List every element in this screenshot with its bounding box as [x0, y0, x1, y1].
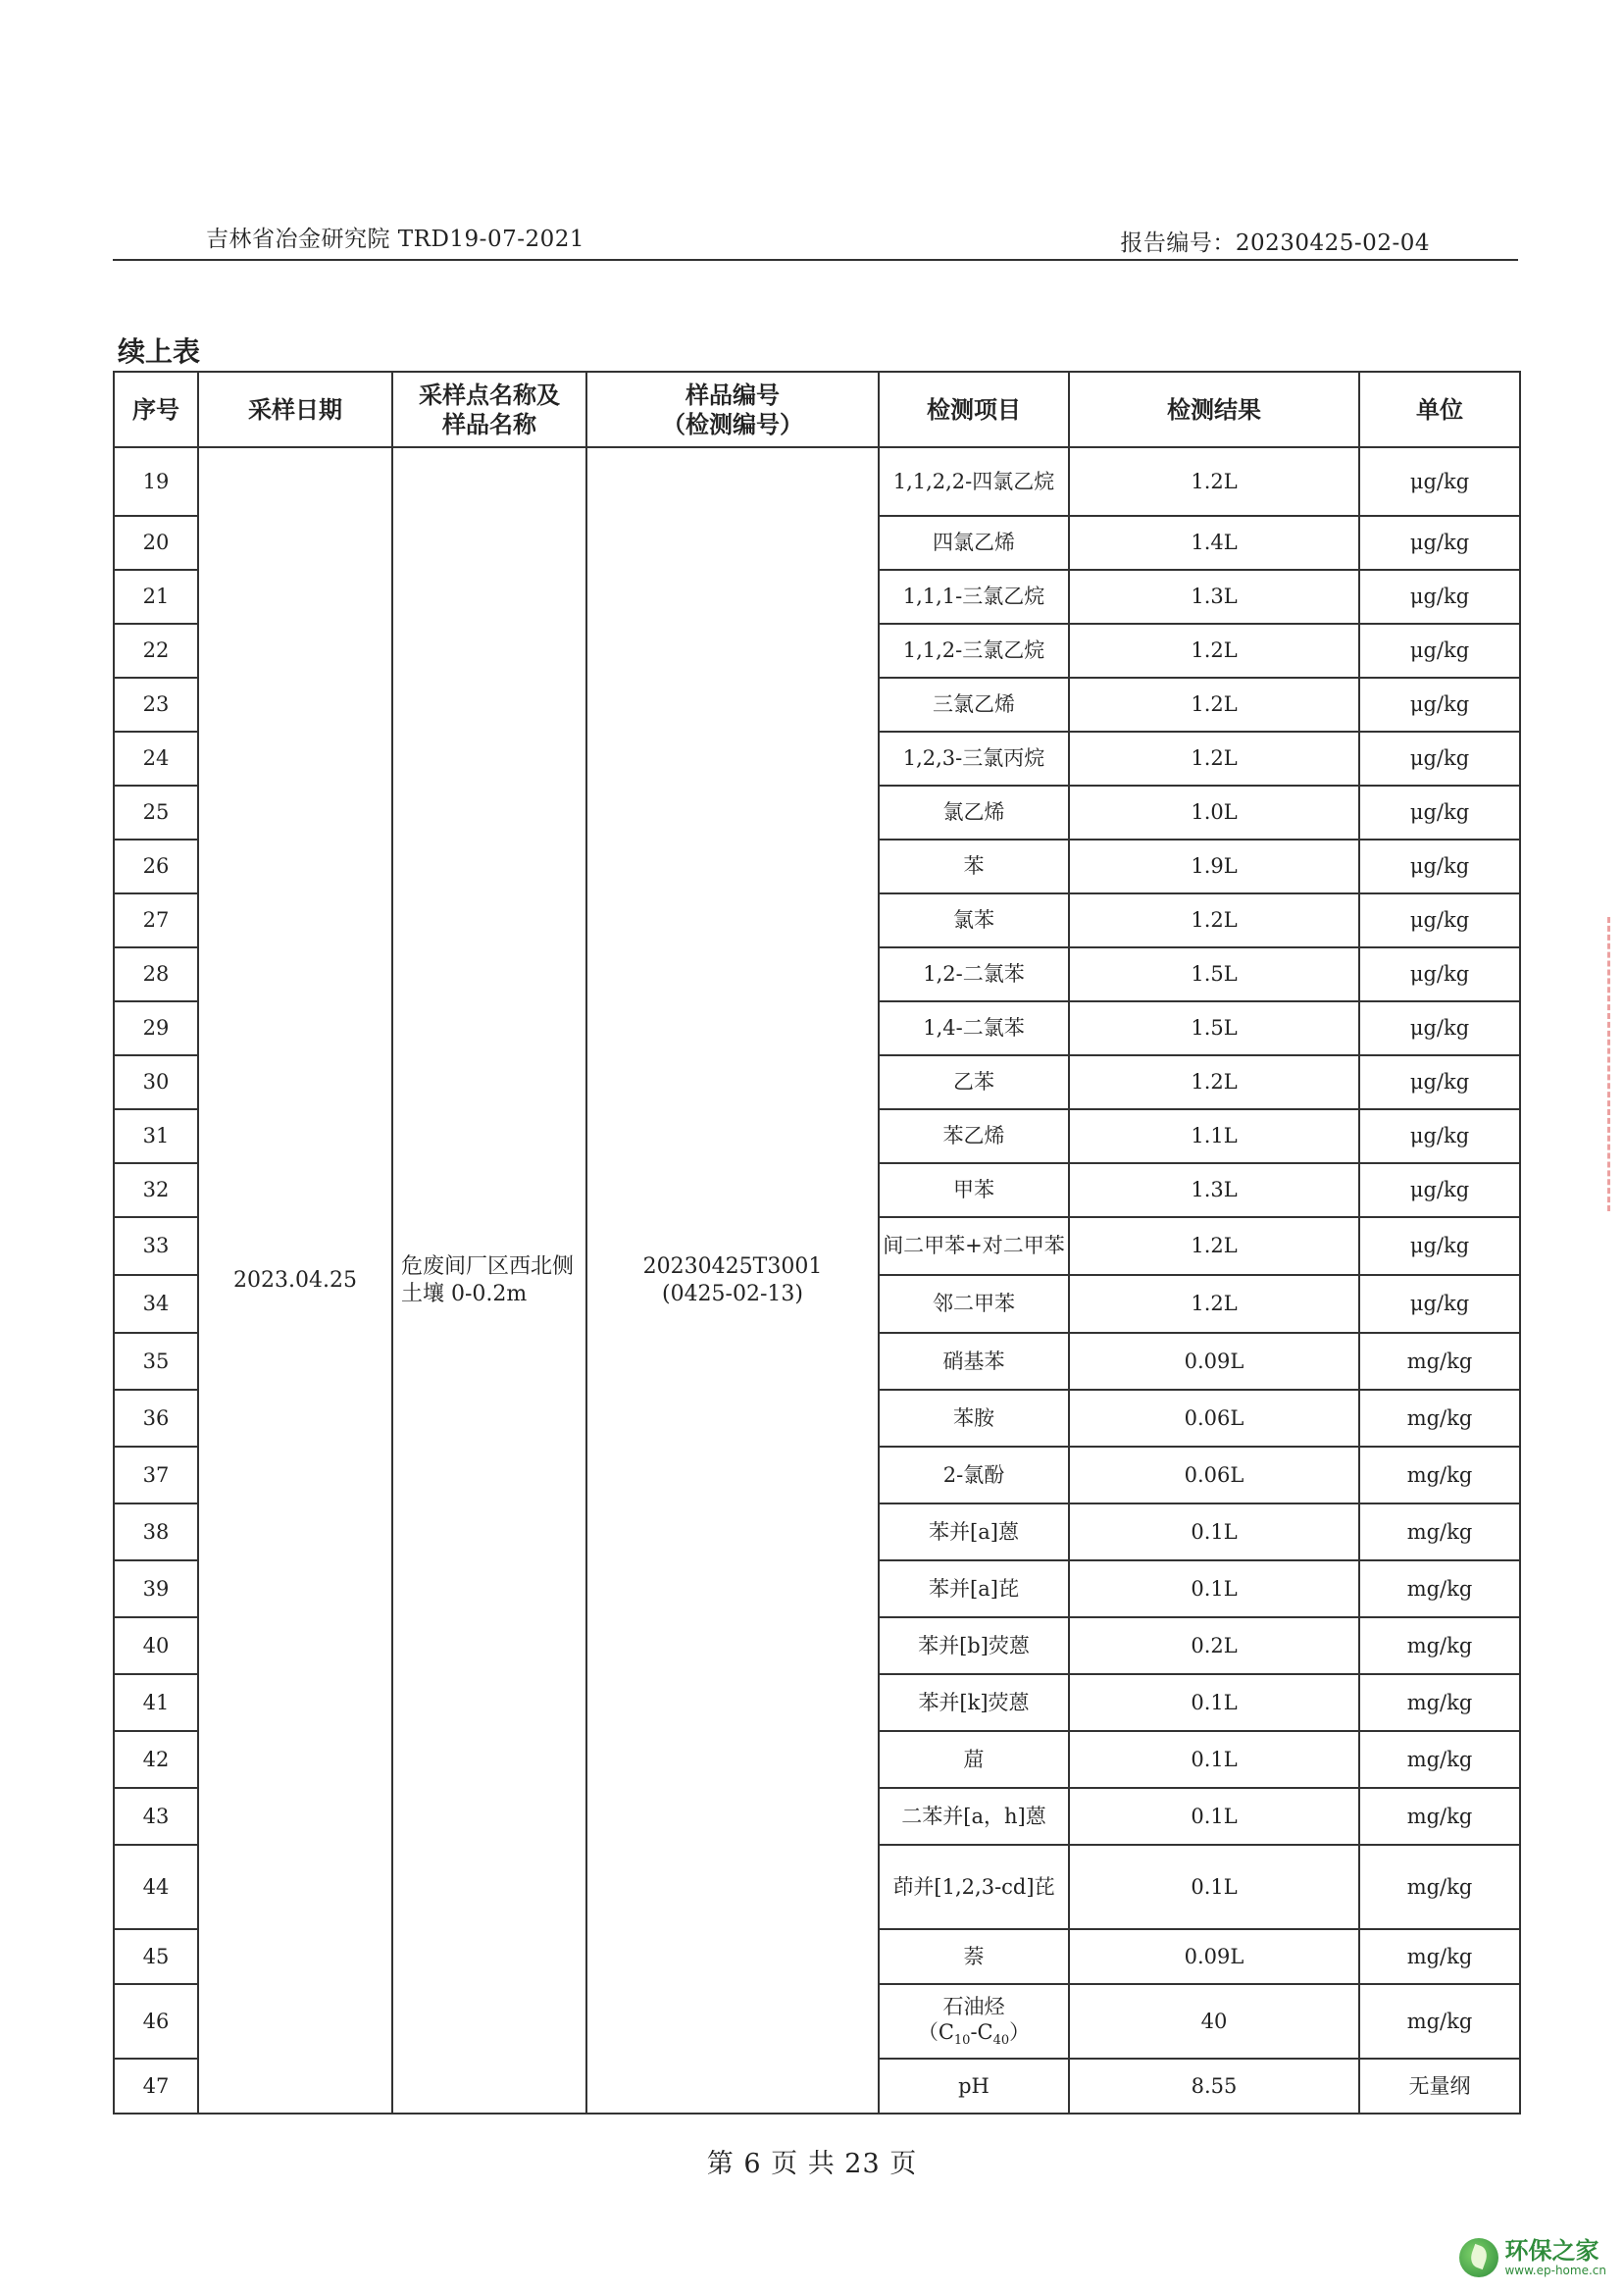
column-header: 采样点名称及 样品名称 — [392, 372, 586, 447]
row-number: 35 — [114, 1333, 198, 1390]
row-number: 30 — [114, 1055, 198, 1109]
test-result: 0.1L — [1069, 1788, 1359, 1845]
row-number: 34 — [114, 1275, 198, 1333]
unit: μg/kg — [1359, 1001, 1520, 1055]
unit: mg/kg — [1359, 1929, 1520, 1984]
unit: mg/kg — [1359, 1984, 1520, 2059]
column-header: 检测结果 — [1069, 372, 1359, 447]
unit: μg/kg — [1359, 516, 1520, 570]
test-result: 1.0L — [1069, 786, 1359, 840]
unit: mg/kg — [1359, 1560, 1520, 1617]
test-item: 甲苯 — [879, 1163, 1069, 1217]
table-body — [114, 447, 1520, 2114]
test-item: 1,1,1-三氯乙烷 — [879, 570, 1069, 624]
test-item: 四氯乙烯 — [879, 516, 1069, 570]
row-number: 47 — [114, 2059, 198, 2114]
test-item: 1,1,2,2-四氯乙烷 — [879, 447, 1069, 516]
sample-id: 20230425T3001 — [642, 1254, 823, 1279]
unit: μg/kg — [1359, 447, 1520, 516]
unit: mg/kg — [1359, 1390, 1520, 1447]
test-item: 三氯乙烯 — [879, 678, 1069, 732]
row-number: 43 — [114, 1788, 198, 1845]
row-number: 42 — [114, 1731, 198, 1788]
test-item: 苯并[a]蒽 — [879, 1503, 1069, 1560]
test-item: 硝基苯 — [879, 1333, 1069, 1390]
table-row — [114, 447, 1520, 516]
test-item: 苯并[k]荧蒽 — [879, 1674, 1069, 1731]
test-result: 1.2L — [1069, 732, 1359, 786]
row-number: 20 — [114, 516, 198, 570]
row-number: 32 — [114, 1163, 198, 1217]
unit: μg/kg — [1359, 570, 1520, 624]
unit: μg/kg — [1359, 624, 1520, 678]
test-result: 1.5L — [1069, 1001, 1359, 1055]
test-result: 1.4L — [1069, 516, 1359, 570]
test-item: 1,2,3-三氯丙烷 — [879, 732, 1069, 786]
test-item: 1,2-二氯苯 — [879, 947, 1069, 1001]
row-number: 26 — [114, 840, 198, 893]
row-number: 27 — [114, 893, 198, 947]
row-number: 19 — [114, 447, 198, 516]
row-number: 36 — [114, 1390, 198, 1447]
test-item: 1,1,2-三氯乙烷 — [879, 624, 1069, 678]
test-result: 0.1L — [1069, 1503, 1359, 1560]
test-result: 1.2L — [1069, 1217, 1359, 1275]
test-result: 1.2L — [1069, 893, 1359, 947]
test-item-name: 石油烃 — [942, 1994, 1005, 2018]
column-header: 样品编号 （检测编号） — [586, 372, 879, 447]
test-result: 1.3L — [1069, 1163, 1359, 1217]
watermark — [1459, 2238, 1606, 2277]
results-table — [113, 371, 1521, 2115]
unit: μg/kg — [1359, 1217, 1520, 1275]
row-number: 37 — [114, 1447, 198, 1503]
continued-table-title: 续上表 — [118, 335, 201, 368]
test-item: 氯乙烯 — [879, 786, 1069, 840]
unit: μg/kg — [1359, 1275, 1520, 1333]
test-item: pH — [879, 2059, 1069, 2114]
row-number: 21 — [114, 570, 198, 624]
leaf-logo-icon — [1459, 2238, 1498, 2277]
test-result: 1.9L — [1069, 840, 1359, 893]
test-result: 1.5L — [1069, 947, 1359, 1001]
test-result: 0.1L — [1069, 1845, 1359, 1929]
row-number: 44 — [114, 1845, 198, 1929]
row-number: 33 — [114, 1217, 198, 1275]
table-header-row — [114, 372, 1520, 447]
unit: μg/kg — [1359, 840, 1520, 893]
test-result: 1.2L — [1069, 1055, 1359, 1109]
unit: μg/kg — [1359, 732, 1520, 786]
unit: mg/kg — [1359, 1333, 1520, 1390]
row-number: 22 — [114, 624, 198, 678]
carbon-label: 10 — [953, 2033, 971, 2049]
sampling-date: 2023.04.25 — [198, 447, 392, 2114]
test-item: 苯 — [879, 840, 1069, 893]
header-institute: 吉林省冶金研究院 TRD19-07-2021 — [206, 227, 585, 252]
carbon-label: C — [938, 2019, 954, 2044]
unit: mg/kg — [1359, 1617, 1520, 1674]
row-number: 39 — [114, 1560, 198, 1617]
test-result: 0.1L — [1069, 1731, 1359, 1788]
bracket: - — [970, 2019, 978, 2044]
test-item: 间二甲苯+对二甲苯 — [879, 1217, 1069, 1275]
unit: mg/kg — [1359, 1845, 1520, 1929]
test-result: 1.2L — [1069, 624, 1359, 678]
unit: mg/kg — [1359, 1674, 1520, 1731]
row-number: 45 — [114, 1929, 198, 1984]
test-item: 乙苯 — [879, 1055, 1069, 1109]
page-header — [113, 224, 1518, 261]
test-result: 0.06L — [1069, 1390, 1359, 1447]
unit: mg/kg — [1359, 1503, 1520, 1560]
test-item: 苯乙烯 — [879, 1109, 1069, 1163]
sampling-location: 危废间厂区西北侧 土壤 0-0.2m — [392, 447, 586, 2114]
test-result: 8.55 — [1069, 2059, 1359, 2114]
unit: mg/kg — [1359, 1447, 1520, 1503]
test-item: 二苯并[a，h]蒽 — [879, 1788, 1069, 1845]
test-item: 2-氯酚 — [879, 1447, 1069, 1503]
unit: 无量纲 — [1359, 2059, 1520, 2114]
row-number: 23 — [114, 678, 198, 732]
column-header: 序号 — [114, 372, 198, 447]
test-result: 40 — [1069, 1984, 1359, 2059]
unit: mg/kg — [1359, 1731, 1520, 1788]
row-number: 38 — [114, 1503, 198, 1560]
unit: mg/kg — [1359, 1788, 1520, 1845]
test-item: 氯苯 — [879, 893, 1069, 947]
test-result: 1.2L — [1069, 678, 1359, 732]
watermark-url: www.ep-home.cn — [1504, 2263, 1606, 2277]
bracket: （ — [917, 2019, 939, 2044]
bracket: ） — [1009, 2019, 1031, 2044]
row-number: 29 — [114, 1001, 198, 1055]
row-number: 25 — [114, 786, 198, 840]
test-id: (0425-02-13) — [661, 1281, 803, 1306]
test-item — [879, 1984, 1069, 2059]
unit: μg/kg — [1359, 893, 1520, 947]
test-result: 1.2L — [1069, 1275, 1359, 1333]
unit: μg/kg — [1359, 1109, 1520, 1163]
carbon-label: C — [977, 2019, 993, 2044]
row-number: 28 — [114, 947, 198, 1001]
test-item: 邻二甲苯 — [879, 1275, 1069, 1333]
sample-id-cell — [586, 447, 879, 2114]
header-report-number: 报告编号：20230425-02-04 — [1120, 230, 1430, 256]
seal-edge-mark — [1607, 917, 1624, 1211]
test-item: 苯并[b]荧蒽 — [879, 1617, 1069, 1674]
unit: μg/kg — [1359, 678, 1520, 732]
row-number: 24 — [114, 732, 198, 786]
unit: μg/kg — [1359, 786, 1520, 840]
test-item: 苯胺 — [879, 1390, 1069, 1447]
test-item: 䓛 — [879, 1731, 1069, 1788]
results-table-container — [113, 371, 1519, 2115]
test-item: 1,4-二氯苯 — [879, 1001, 1069, 1055]
test-result: 1.2L — [1069, 447, 1359, 516]
test-result: 0.09L — [1069, 1333, 1359, 1390]
carbon-label: 40 — [992, 2033, 1010, 2049]
unit: μg/kg — [1359, 947, 1520, 1001]
row-number: 41 — [114, 1674, 198, 1731]
test-result: 1.1L — [1069, 1109, 1359, 1163]
test-result: 0.06L — [1069, 1447, 1359, 1503]
test-item: 萘 — [879, 1929, 1069, 1984]
unit: μg/kg — [1359, 1163, 1520, 1217]
test-item: 茚并[1,2,3-cd]芘 — [879, 1845, 1069, 1929]
test-result: 0.1L — [1069, 1674, 1359, 1731]
carbon-range — [882, 2019, 1066, 2049]
test-result: 1.3L — [1069, 570, 1359, 624]
test-result: 0.1L — [1069, 1560, 1359, 1617]
column-header: 单位 — [1359, 372, 1520, 447]
unit: μg/kg — [1359, 1055, 1520, 1109]
row-number: 46 — [114, 1984, 198, 2059]
test-item: 苯并[a]芘 — [879, 1560, 1069, 1617]
column-header: 采样日期 — [198, 372, 392, 447]
watermark-name: 环保之家 — [1504, 2237, 1599, 2266]
row-number: 40 — [114, 1617, 198, 1674]
test-result: 0.09L — [1069, 1929, 1359, 1984]
test-result: 0.2L — [1069, 1617, 1359, 1674]
page-number: 第 6 页 共 23 页 — [706, 2149, 918, 2179]
row-number: 31 — [114, 1109, 198, 1163]
column-header: 检测项目 — [879, 372, 1069, 447]
